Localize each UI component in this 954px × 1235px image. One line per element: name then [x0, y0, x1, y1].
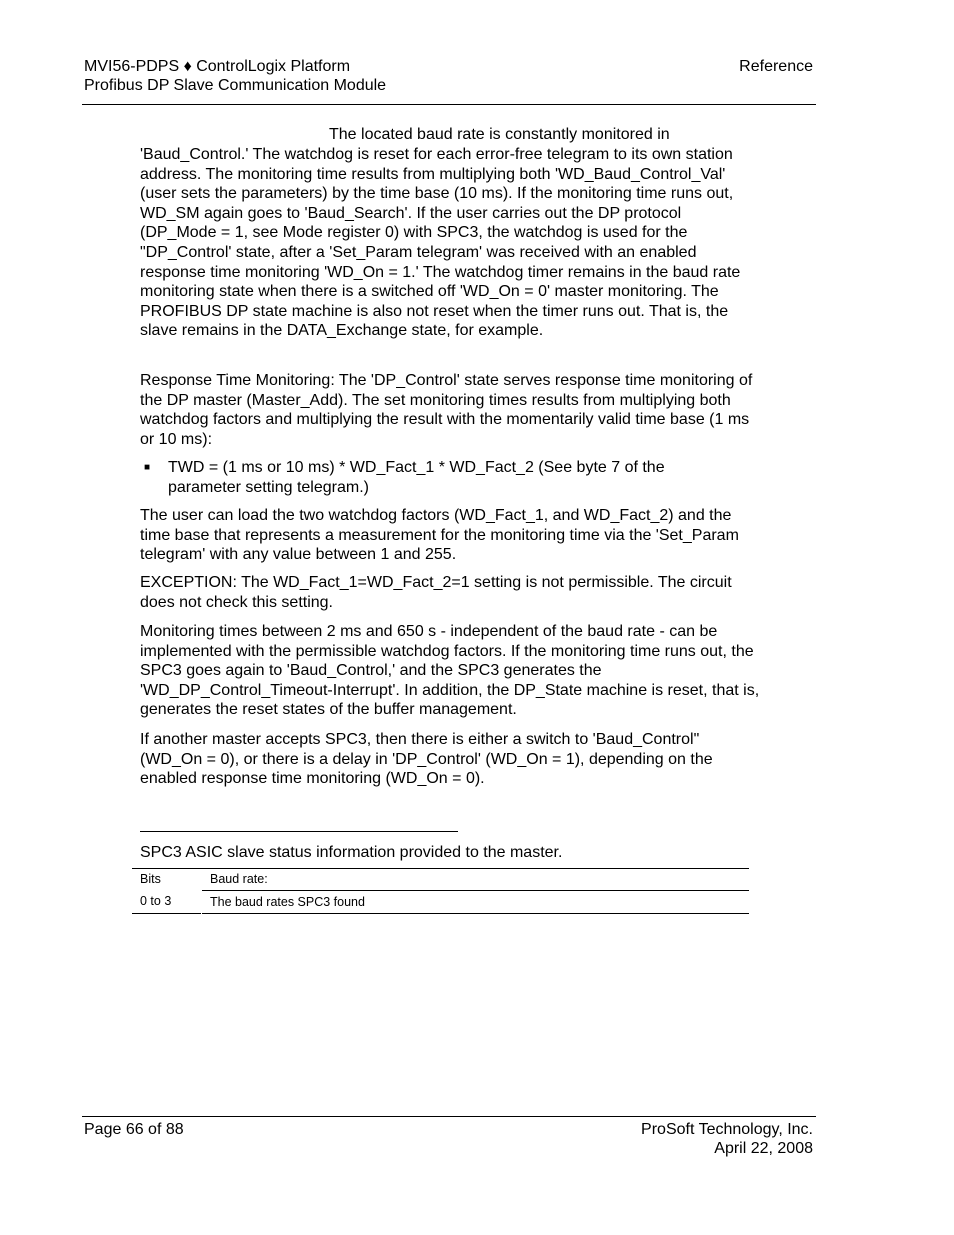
section-rule [140, 831, 458, 832]
paragraph-watchdog-factors: The user can load the two watchdog factors (WD_Fact_1, and WD_Fact_2) and the time base that represents a measurement for the monitoring time via the 'Set_Param telegram' with any value between 1 and 255. [140, 507, 739, 564]
paragraph-status-info: SPC3 ASIC slave status information provided to the master. [140, 844, 563, 861]
paragraph-watchdog: 'Baud_Control.' The watchdog is reset for each error-free telegram to its own station address. The monitoring time results from multiplying both 'WD_Baud_Control_Val' (user sets the parameters) by the time base (10 ms). If the monitoring time runs out, WD_SM again goes to 'Baud_Search'. If the user carries out the DP protocol (DP_Mode = 1, see Mode register 0) with SPC3, the watchdog is used for the "DP_Control' state, after a 'Set_Param telegram' was received with an enabled response time monitoring 'WD_On = 1.' The watchdog timer remains in the baud rate monitoring state when there is a switched off 'WD_On = 0' master monitoring. The PROFIBUS DP state machine is also not reset when the timer runs out. That is, the slave remains in the DATA_Exchange state, for example. [140, 146, 741, 340]
table-top-rule [132, 868, 749, 869]
paragraph-response-time: Response Time Monitoring: The 'DP_Control' state serves response time monitoring of the DP master (Master_Add). The set monitoring times results from multiplying both watchdog factors and multiplying the result with the momentarily valid time base (1 ms or 10 ms): [140, 372, 753, 448]
paragraph-exception: EXCEPTION: The WD_Fact_1=WD_Fact_2=1 setting is not permissible. The circuit does not check this setting. [140, 574, 732, 611]
footer-company: ProSoft Technology, Inc. [641, 1121, 813, 1138]
paragraph-lead: The located baud rate is constantly monitored in [329, 126, 670, 143]
header-title-line1: MVI56-PDPS ♦ ControlLogix Platform [84, 58, 351, 75]
table-header-bits: Bits [140, 872, 161, 886]
footer-date: April 22, 2008 [714, 1140, 813, 1157]
table-cell-description: The baud rates SPC3 found [210, 895, 365, 909]
bullet-marker: ■ [144, 462, 151, 473]
paragraph-another-master: If another master accepts SPC3, then there is either a switch to 'Baud_Control" (WD_On = 0), or there is a delay in 'DP_Control' (WD_On = 1), depending on the enabled response time monitoring (WD_On = 0). [140, 731, 713, 788]
header-rule [82, 104, 816, 105]
table-header-description: Baud rate: [210, 872, 268, 886]
table-bottom-rule-right [202, 913, 749, 914]
bullet-twd: TWD = (1 ms or 10 ms) * WD_Fact_1 * WD_Fact_2 (See byte 7 of the parameter setting telegram.) [168, 459, 665, 496]
header-section: Reference [739, 58, 813, 75]
footer-page-number: Page 66 of 88 [84, 1121, 184, 1138]
header-title-line2: Profibus DP Slave Communication Module [84, 77, 387, 94]
table-bottom-rule-left [132, 913, 201, 914]
paragraph-monitoring-times: Monitoring times between 2 ms and 650 s - independent of the baud rate - can be implemented with the permissible watchdog factors. If the monitoring time runs out, the SPC3 goes again to 'Baud_Control,' and the SPC3 generates the 'WD_DP_Control_Timeout-Interrupt'. In addition, the DP_State machine is reset, that is, generates the reset states of the buffer management. [140, 623, 760, 719]
table-cell-bits: 0 to 3 [140, 894, 172, 908]
footer-rule [82, 1116, 816, 1117]
table-header-rule [202, 890, 749, 891]
